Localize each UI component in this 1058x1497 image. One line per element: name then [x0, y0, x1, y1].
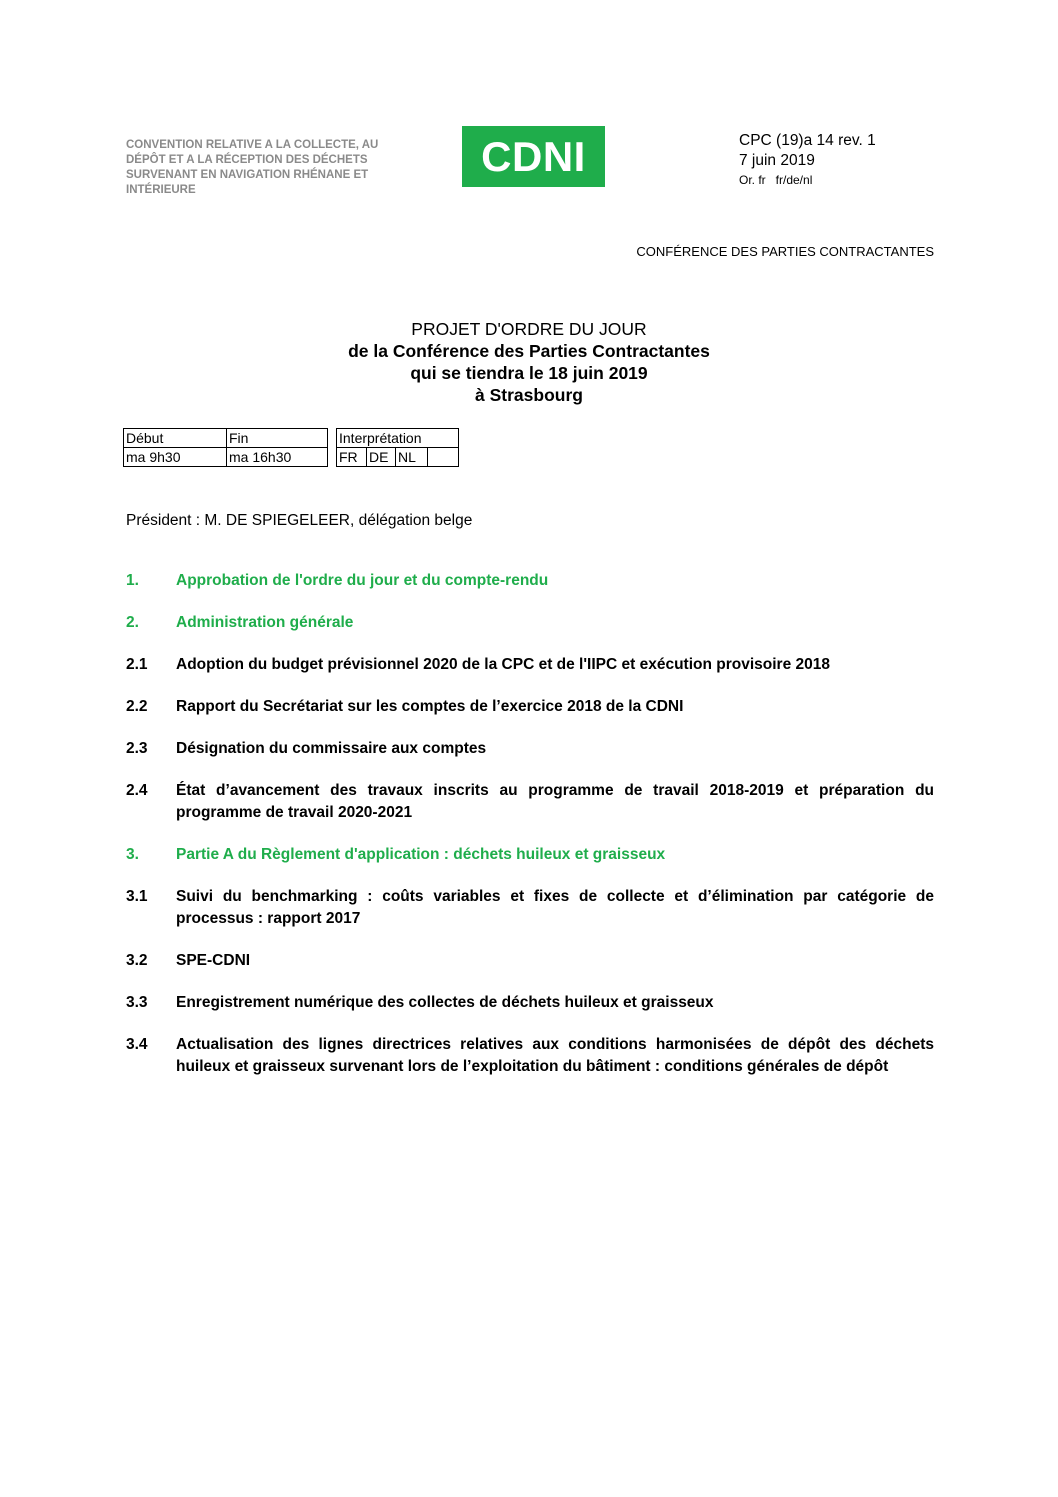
convention-line: SURVENANT EN NAVIGATION RHÉNANE ET [126, 169, 369, 181]
president-line: Président : M. DE SPIEGELEER, délégation belge [126, 512, 473, 529]
table-spacer [328, 448, 337, 467]
interpretation-cell: NL [396, 448, 428, 467]
agenda-text: Administration générale [176, 614, 354, 631]
agenda-number: 2.2 [126, 698, 148, 715]
agenda-text: Enregistrement numérique des collectes de déchets huileux et graisseux [176, 994, 714, 1011]
document-title [0, 318, 1058, 406]
agenda-text: Actualisation des lignes directrices relatives aux conditions harmonisées de dépôt des déchets huileux et graisseux survenant lors de l’exploitation du bâtiment : conditions générales de dépôt [176, 1036, 934, 1075]
table-row [124, 429, 459, 448]
title-line: de la Conférence des Parties Contractantes [348, 341, 710, 361]
original-language [739, 171, 876, 189]
table-spacer [328, 429, 337, 448]
agenda-number: 2.3 [126, 740, 148, 757]
agenda-number: 2. [126, 614, 139, 631]
agenda-text: SPE-CDNI [176, 952, 251, 969]
agenda-item [126, 950, 934, 972]
cdni-logo [462, 126, 605, 187]
interpretation-cell: DE [367, 448, 396, 467]
agenda-item [126, 1034, 934, 1078]
convention-line: INTÉRIEURE [126, 184, 196, 196]
agenda-number: 3.4 [126, 1036, 148, 1053]
agenda-text: État d’avancement des travaux inscrits au programme de travail 2018-2019 et préparation du programme de travail 2020-2021 [176, 782, 934, 821]
header-interpretation: Interprétation [337, 429, 459, 448]
agenda-number: 2.1 [126, 656, 148, 673]
agenda-number: 3.2 [126, 952, 148, 969]
agenda-section [126, 612, 934, 634]
agenda-text: Désignation du commissaire aux comptes [176, 740, 487, 757]
agenda-number: 3.3 [126, 994, 148, 1011]
original-label: Or. fr [739, 173, 766, 187]
header-end: Fin [227, 429, 328, 448]
start-time: ma 9h30 [124, 448, 227, 467]
logo-text: CDNI [481, 132, 586, 180]
agenda-item [126, 780, 934, 824]
header-start: Début [124, 429, 227, 448]
agenda-item [126, 738, 934, 760]
agenda-number: 3.1 [126, 888, 148, 905]
agenda-item [126, 886, 934, 930]
end-time: ma 16h30 [227, 448, 328, 467]
convention-line: DÉPÔT ET A LA RÉCEPTION DES DÉCHETS [126, 154, 368, 166]
agenda-text: Approbation de l'ordre du jour et du compte-rendu [176, 572, 549, 589]
agenda-item [126, 654, 934, 676]
interpretation-cell: FR [337, 448, 367, 467]
agenda-text: Partie A du Règlement d'application : déchets huileux et graisseux [176, 846, 666, 863]
conference-header: CONFÉRENCE DES PARTIES CONTRACTANTES [636, 244, 934, 259]
agenda-text: Suivi du benchmarking : coûts variables et fixes de collecte et d’élimination par catégorie de processus : rapport 2017 [176, 888, 934, 927]
agenda-number: 2.4 [126, 782, 148, 799]
table-row [124, 448, 459, 467]
agenda-text: Adoption du budget prévisionnel 2020 de la CPC et de l'IIPC et exécution provisoire 2018 [176, 656, 830, 673]
languages: fr/de/nl [775, 173, 813, 187]
schedule-table [123, 428, 459, 467]
convention-line: CONVENTION RELATIVE A LA COLLECTE, AU [126, 139, 379, 151]
convention-title [126, 138, 426, 198]
agenda-list [126, 570, 934, 1078]
title-line: à Strasbourg [475, 385, 583, 405]
document-date: 7 juin 2019 [739, 152, 815, 169]
agenda-item [126, 992, 934, 1014]
agenda-text: Rapport du Secrétariat sur les comptes de l’exercice 2018 de la CDNI [176, 698, 684, 715]
agenda-item [126, 696, 934, 718]
agenda-section [126, 570, 934, 592]
title-line: qui se tiendra le 18 juin 2019 [410, 363, 648, 383]
agenda-section [126, 844, 934, 866]
agenda-number: 3. [126, 846, 139, 863]
title-line: PROJET D'ORDRE DU JOUR [411, 319, 647, 339]
interpretation-cell [428, 448, 459, 467]
document-reference [739, 131, 876, 189]
reference-number: CPC (19)a 14 rev. 1 [739, 132, 876, 149]
agenda-number: 1. [126, 572, 139, 589]
